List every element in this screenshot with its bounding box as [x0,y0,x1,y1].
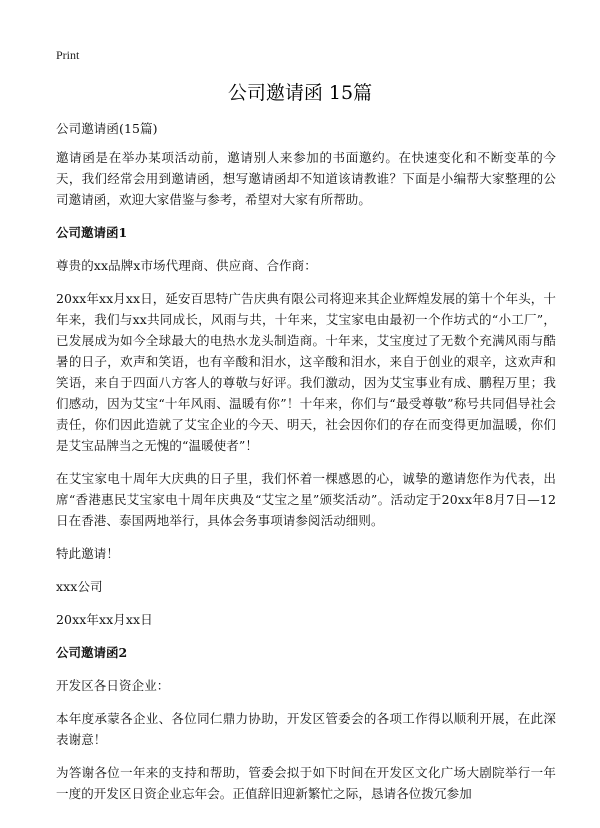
letter1-paragraph1: 20xx年xx月xx日，延安百思特广告庆典有限公司将迎来其企业辉煌发展的第十个年头，十年来，我们与xx共同成长，风雨与共，十年来，艾宝家电由最初一个作坊式的“小工厂”，已发展成为如今全球最大的电热水龙头制造商。十年来，艾宝度过了无数个充满风雨与酷暑的日子，欢声和笑语，也有辛酸和泪水，这辛酸和泪水，来自于创业的艰辛，这欢声和笑语，来自于四面八方客人的尊敬与好评。我们激动，因为艾宝事业有成、鹏程万里；我们感动，因为艾宝“十年风雨、温暖有你”！十年来，你们与“最受尊敬”称号共同倡导社会责任，你们因此造就了艾宝企业的今天、明天，社会因你们的存在而变得更加温暖，你们是艾宝品牌当之无愧的“温暖使者”！ [56,291,557,453]
letter2-paragraph1: 本年度承蒙各企业、各位同仁鼎力协助，开发区管委会的各项工作得以顺利开展，在此深表谢意！ [56,711,556,747]
letter1-heading: 公司邀请函1 [56,225,128,240]
letter2-salutation: 开发区各日资企业： [56,678,170,693]
document-title: 公司邀请函 15篇 [227,82,373,104]
letter1-signature: xxx公司 [56,579,103,594]
letter1-closing: 特此邀请！ [56,546,120,561]
letter1-salutation: 尊贵的xx品牌x市场代理商、供应商、合作商： [56,258,317,273]
letter2-paragraph2: 为答谢各位一年来的支持和帮助，管委会拟于如下时间在开发区文化广场大剧院举行一年一度的开发区日资企业忘年会。正值辞旧迎新繁忙之际，恳请各位拨冗参加 [56,765,556,801]
intro-subtitle: 公司邀请函(15篇) [56,121,158,136]
document-body [56,118,556,816]
intro-paragraph: 邀请函是在举办某项活动前，邀请别人来参加的书面邀约。在快速变化和不断变革的今天，我们经常会用到邀请函，想写邀请函却不知道该请教谁？下面是小编帮大家整理的公司邀请函，欢迎大家借鉴与参考，希望对大家有所帮助。 [56,150,556,207]
letter2-heading: 公司邀请函2 [56,645,128,660]
print-link[interactable]: Print [56,48,80,62]
letter1-date: 20xx年xx月xx日 [56,612,153,627]
letter1-paragraph2: 在艾宝家电十周年大庆典的日子里，我们怀着一棵感恩的心，诚挚的邀请您作为代表，出席“香港惠民艾宝家电十周年庆典及“艾宝之星”颁奖活动”。活动定于20xx年8月7日—12日在香港、泰国两地举行，具体会务事项请参阅活动细则。 [56,471,556,528]
